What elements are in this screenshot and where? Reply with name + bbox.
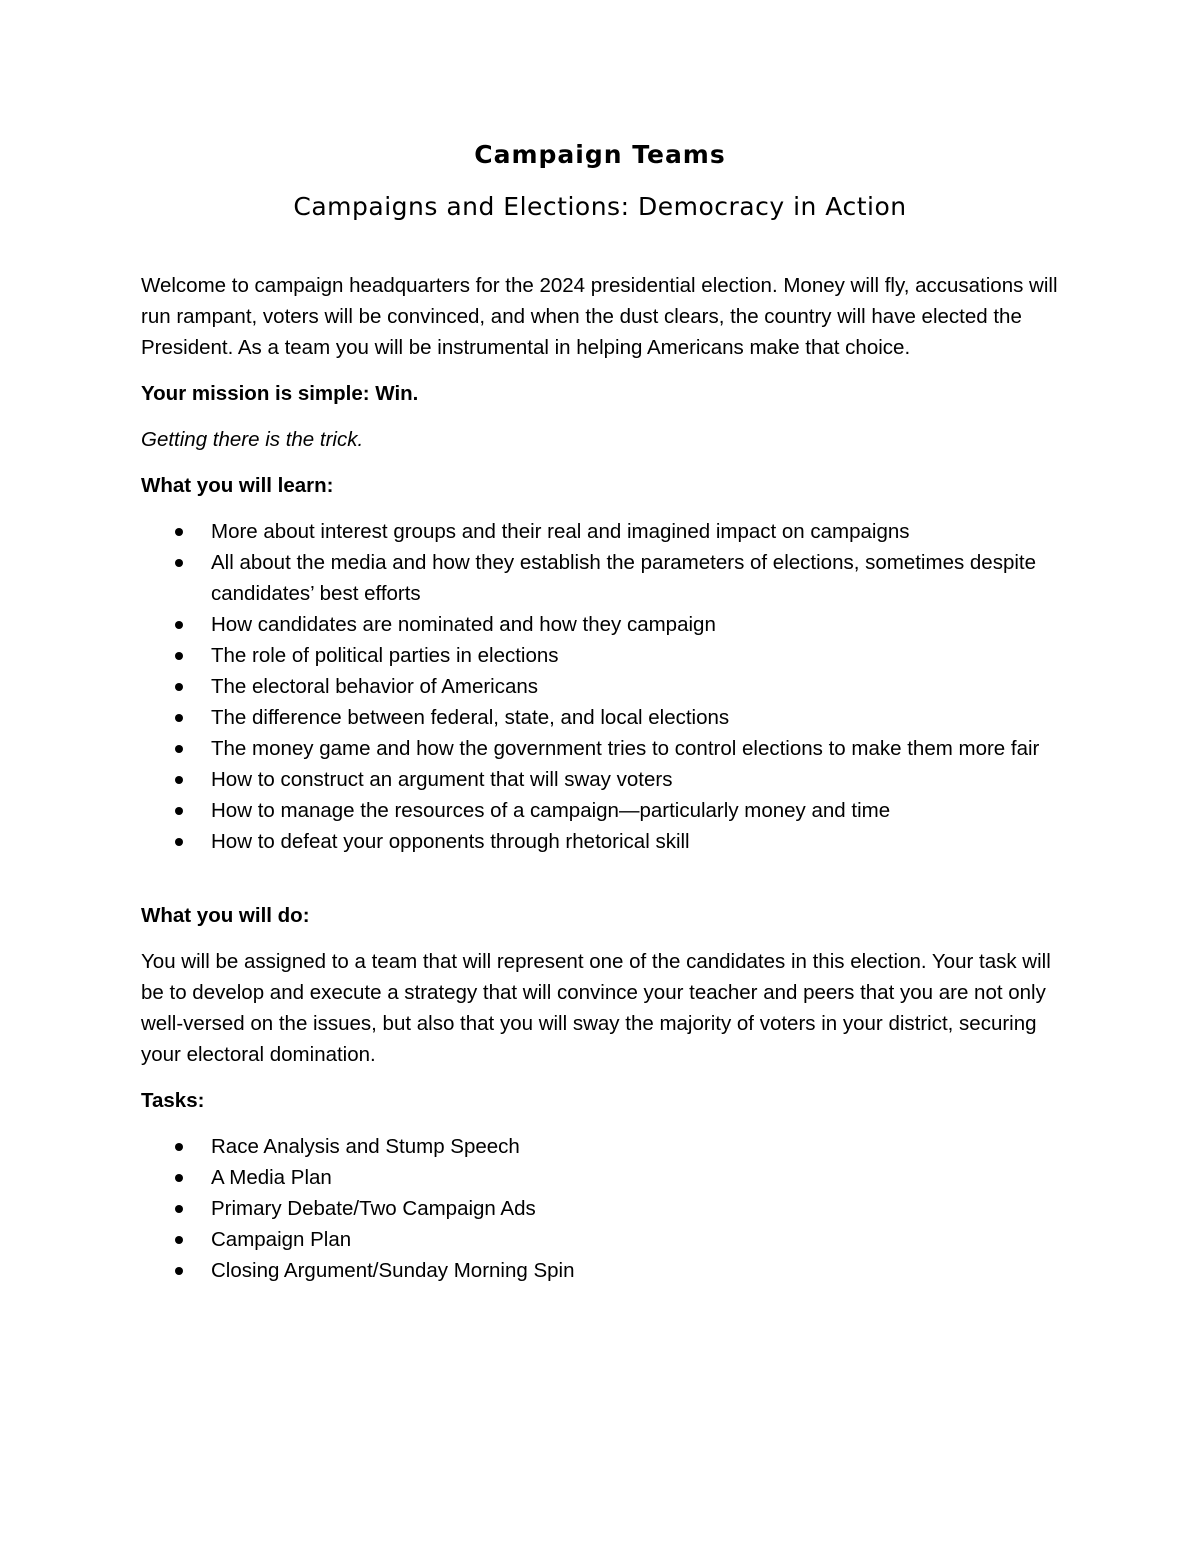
- page-title: Campaign Teams: [474, 140, 726, 169]
- mission-statement: Your mission is simple: Win.: [141, 382, 419, 405]
- list-item: How to manage the resources of a campaign—particularly money and time: [211, 795, 1071, 826]
- tasks-heading: Tasks:: [141, 1089, 205, 1112]
- list-item: The money game and how the government tries to control elections to make them more fair: [211, 733, 1071, 764]
- list-item: Closing Argument/Sunday Morning Spin: [211, 1255, 1071, 1286]
- do-heading: What you will do:: [141, 904, 310, 927]
- list-item: How to defeat your opponents through rhetorical skill: [211, 826, 1071, 857]
- do-paragraph: You will be assigned to a team that will represent one of the candidates in this election. Your task will be to develop and execute a strategy that will convince your teacher and peers that you are not only well-versed on the issues, but also that you will sway the majority of voters in your district, securing your electoral domination.: [141, 950, 1051, 1066]
- list-item: A Media Plan: [211, 1162, 1071, 1193]
- learn-heading: What you will learn:: [141, 474, 334, 497]
- trick-statement: Getting there is the trick.: [141, 428, 364, 451]
- list-item: The difference between federal, state, and local elections: [211, 702, 1071, 733]
- intro-paragraph: Welcome to campaign headquarters for the 2024 presidential election. Money will fly, accusations will run rampant, voters will be convinced, and when the dust clears, the country will have elected the President. As a team you will be instrumental in helping Americans make that choice.: [141, 274, 1058, 359]
- list-item: All about the media and how they establish the parameters of elections, sometimes despite candidates’ best efforts: [211, 547, 1071, 609]
- list-item: The electoral behavior of Americans: [211, 671, 1071, 702]
- learn-list: [141, 516, 1071, 857]
- tasks-list: [141, 1131, 1071, 1286]
- page-subtitle: Campaigns and Elections: Democracy in Action: [293, 192, 907, 221]
- list-item: Race Analysis and Stump Speech: [211, 1131, 1071, 1162]
- list-item: Primary Debate/Two Campaign Ads: [211, 1193, 1071, 1224]
- list-item: How candidates are nominated and how they campaign: [211, 609, 1071, 640]
- list-item: How to construct an argument that will sway voters: [211, 764, 1071, 795]
- list-item: The role of political parties in elections: [211, 640, 1071, 671]
- list-item: Campaign Plan: [211, 1224, 1071, 1255]
- document-body: [141, 270, 1071, 1301]
- list-item: More about interest groups and their real and imagined impact on campaigns: [211, 516, 1071, 547]
